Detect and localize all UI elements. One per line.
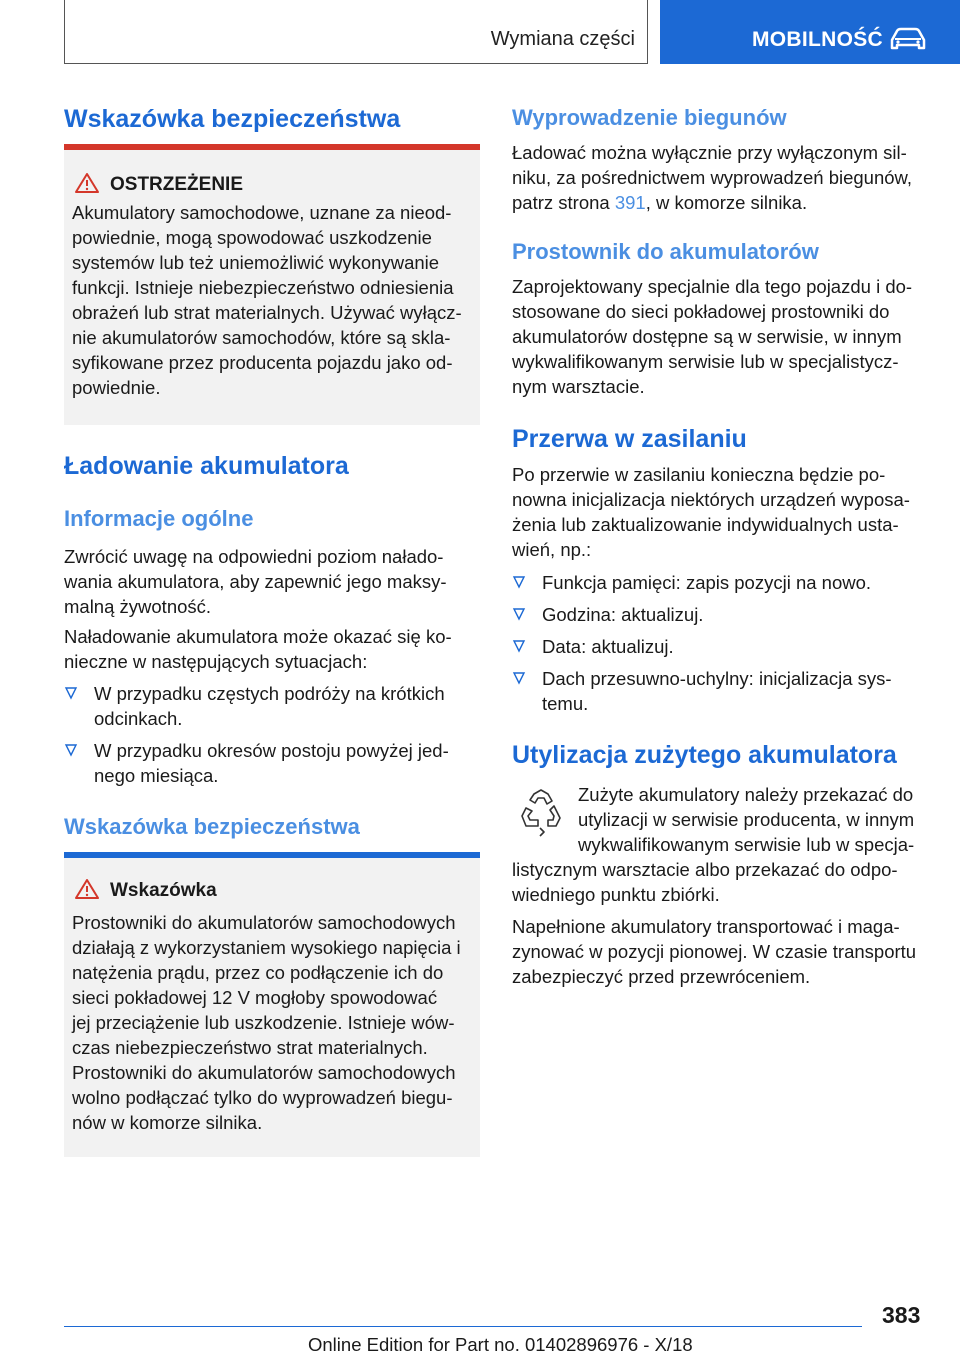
text-line: Zużyte akumulatory należy przekazać do <box>578 784 914 805</box>
list-item <box>64 738 480 788</box>
text-line: Napełnione akumulatory transportować i maga- <box>512 916 900 937</box>
list-item <box>512 634 942 659</box>
header-chapter-tab <box>660 0 960 64</box>
page-number: 383 <box>882 1302 921 1328</box>
power-paragraph <box>512 462 932 562</box>
warning-triangle-icon <box>74 172 100 194</box>
text-line: Zaprojektowany specjalnie dla tego pojazdu i do- <box>512 276 913 297</box>
text-line: wień, np.: <box>512 539 592 560</box>
disposal-paragraph-wrapped <box>578 782 928 857</box>
text-line: nym warsztacie. <box>512 376 645 397</box>
text-line: zabezpieczyć przed przewróceniem. <box>512 966 811 987</box>
text-line: sieci pokładowej 12 V mogłoby spowodować <box>72 987 438 1008</box>
text-line: wykwalifikowanym serwisie lub w specjalistycz- <box>512 351 899 372</box>
text-line: listycznym warsztacie albo przekazać do odpo- <box>512 859 898 880</box>
warning-bar <box>64 852 480 858</box>
text-line: Po przerwie w zasilaniu konieczna będzie po- <box>512 464 886 485</box>
general-paragraph-2 <box>64 624 480 674</box>
charger-paragraph <box>512 274 932 399</box>
text-line: systemów lub też uniemożliwić wykonywanie <box>72 252 440 273</box>
car-icon <box>888 26 928 52</box>
transport-paragraph <box>512 914 932 989</box>
heading-safety-1: Wskazówka bezpieczeństwa <box>64 105 401 133</box>
text-line: Godzina: aktualizuj. <box>542 604 704 625</box>
text-line: wania akumulatora, aby zapewnić jego maksy- <box>64 571 447 592</box>
text-fragment: , w komorze silnika. <box>645 192 808 213</box>
text-line: działają z wykorzystaniem wysokiego napięcia i <box>72 937 461 958</box>
list-item <box>512 602 942 627</box>
disposal-paragraph-full <box>512 857 932 907</box>
text-line: wykwalifikowanym serwisie lub w specja- <box>578 834 915 855</box>
text-line: Prostowniki do akumulatorów samochodowych <box>72 1062 456 1083</box>
text-line: wiedniego punktu zbiórki. <box>512 884 720 905</box>
recycling-icon <box>514 786 568 840</box>
text-line: Dach przesuwno-uchylny: inicjalizacja sys- <box>542 668 892 689</box>
text-line: utylizacji w serwisie producenta, w innym <box>578 809 915 830</box>
text-line: temu. <box>542 693 589 714</box>
warning-box-2 <box>64 852 480 1157</box>
text-line: Naładowanie akumulatora może okazać się ko- <box>64 626 452 647</box>
text-line: jej przeciążenie lub uszkodzenie. Istnieje wów- <box>72 1012 455 1033</box>
text-line: nowna inicjalizacja niektórych urządzeń wyposa- <box>512 489 910 510</box>
list-item <box>512 666 942 716</box>
text-line: Zwrócić uwagę na odpowiedni poziom nałado- <box>64 546 444 567</box>
warning-text <box>72 910 482 1135</box>
text-line: niku, za pośrednictwem wyprowadzeń biegunów, <box>512 167 913 188</box>
text-line: Ładować można wyłącznie przy wyłączonym sil- <box>512 142 907 163</box>
text-line: Akumulatory samochodowe, uznane za nieod- <box>72 202 452 223</box>
heading-general: Informacje ogólne <box>64 506 254 531</box>
triangle-bullet-icon <box>512 607 526 621</box>
text-line: powiednie, mogą spowodować uszkodzenie <box>72 227 432 248</box>
text-line: funkcji. Istnieje niebezpieczeństwo odniesienia <box>72 277 454 298</box>
warning-title: OSTRZEŻENIE <box>110 174 244 195</box>
text-line: syfikowane przez producenta pojazdu jako od- <box>72 352 453 373</box>
text-line: wolno podłączać tylko do wyprowadzeń biegu- <box>72 1087 453 1108</box>
heading-charging: Ładowanie akumulatora <box>64 452 349 480</box>
warning-text <box>72 200 482 400</box>
text-line: zynować w pozycji pionowej. W czasie transportu <box>512 941 917 962</box>
warning-box-1 <box>64 144 480 425</box>
text-line: nego miesiąca. <box>94 765 219 786</box>
warning-triangle-icon <box>74 878 100 900</box>
text-line: nie akumulatorów samochodów, które są skla- <box>72 327 451 348</box>
text-line: Funkcja pamięci: zapis pozycji na nowo. <box>542 572 872 593</box>
general-paragraph-1 <box>64 544 480 619</box>
text-line: W przypadku częstych podróży na krótkich <box>94 683 445 704</box>
list-item <box>512 570 942 595</box>
header-chapter-title: MOBILNOŚĆ <box>752 28 884 51</box>
text-line: odcinkach. <box>94 708 183 729</box>
poles-paragraph <box>512 140 932 215</box>
text-line: W przypadku okresów postoju powyżej jed- <box>94 740 449 761</box>
triangle-bullet-icon <box>512 639 526 653</box>
text-line: czas niebezpieczeństwo strat materialnych. <box>72 1037 428 1058</box>
triangle-bullet-icon <box>64 743 78 757</box>
header-section-title: Wymiana części <box>490 28 635 50</box>
page-link[interactable]: 391 <box>614 192 646 213</box>
triangle-bullet-icon <box>64 686 78 700</box>
text-line: nów w komorze silnika. <box>72 1112 263 1133</box>
text-fragment: patrz strona <box>512 192 615 213</box>
text-line: natężenia prądu, przez co podłączenie ich do <box>72 962 444 983</box>
text-line: obrażeń lub strat materialnych. Używać wyłącz- <box>72 302 462 323</box>
heading-charger: Prostownik do akumulatorów <box>512 239 819 264</box>
heading-power-outage: Przerwa w zasilaniu <box>512 425 747 453</box>
text-line: Prostowniki do akumulatorów samochodowych <box>72 912 456 933</box>
warning-title: Wskazówka <box>110 880 217 901</box>
text-line <box>512 190 932 215</box>
text-line: akumulatorów dostępne są w serwisie, w innym <box>512 326 902 347</box>
footer-edition: Online Edition for Part no. 01402896976 - X/18 <box>308 1334 693 1355</box>
triangle-bullet-icon <box>512 671 526 685</box>
text-line: Data: aktualizuj. <box>542 636 674 657</box>
text-line: nieczne w następujących sytuacjach: <box>64 651 368 672</box>
heading-safety-2: Wskazówka bezpieczeństwa <box>64 814 360 839</box>
heading-poles: Wyprowadzenie biegunów <box>512 105 787 130</box>
text-line: powiednie. <box>72 377 161 398</box>
warning-bar <box>64 144 480 150</box>
triangle-bullet-icon <box>512 575 526 589</box>
text-line: malną żywotność. <box>64 596 212 617</box>
list-item <box>64 681 480 731</box>
footer-divider <box>64 1326 862 1327</box>
text-line: żenia lub zaktualizowanie indywidualnych usta- <box>512 514 899 535</box>
text-line: stosowane do sieci pokładowej prostowniki do <box>512 301 890 322</box>
header-section-box <box>64 0 648 64</box>
heading-disposal: Utylizacja zużytego akumulatora <box>512 741 897 769</box>
